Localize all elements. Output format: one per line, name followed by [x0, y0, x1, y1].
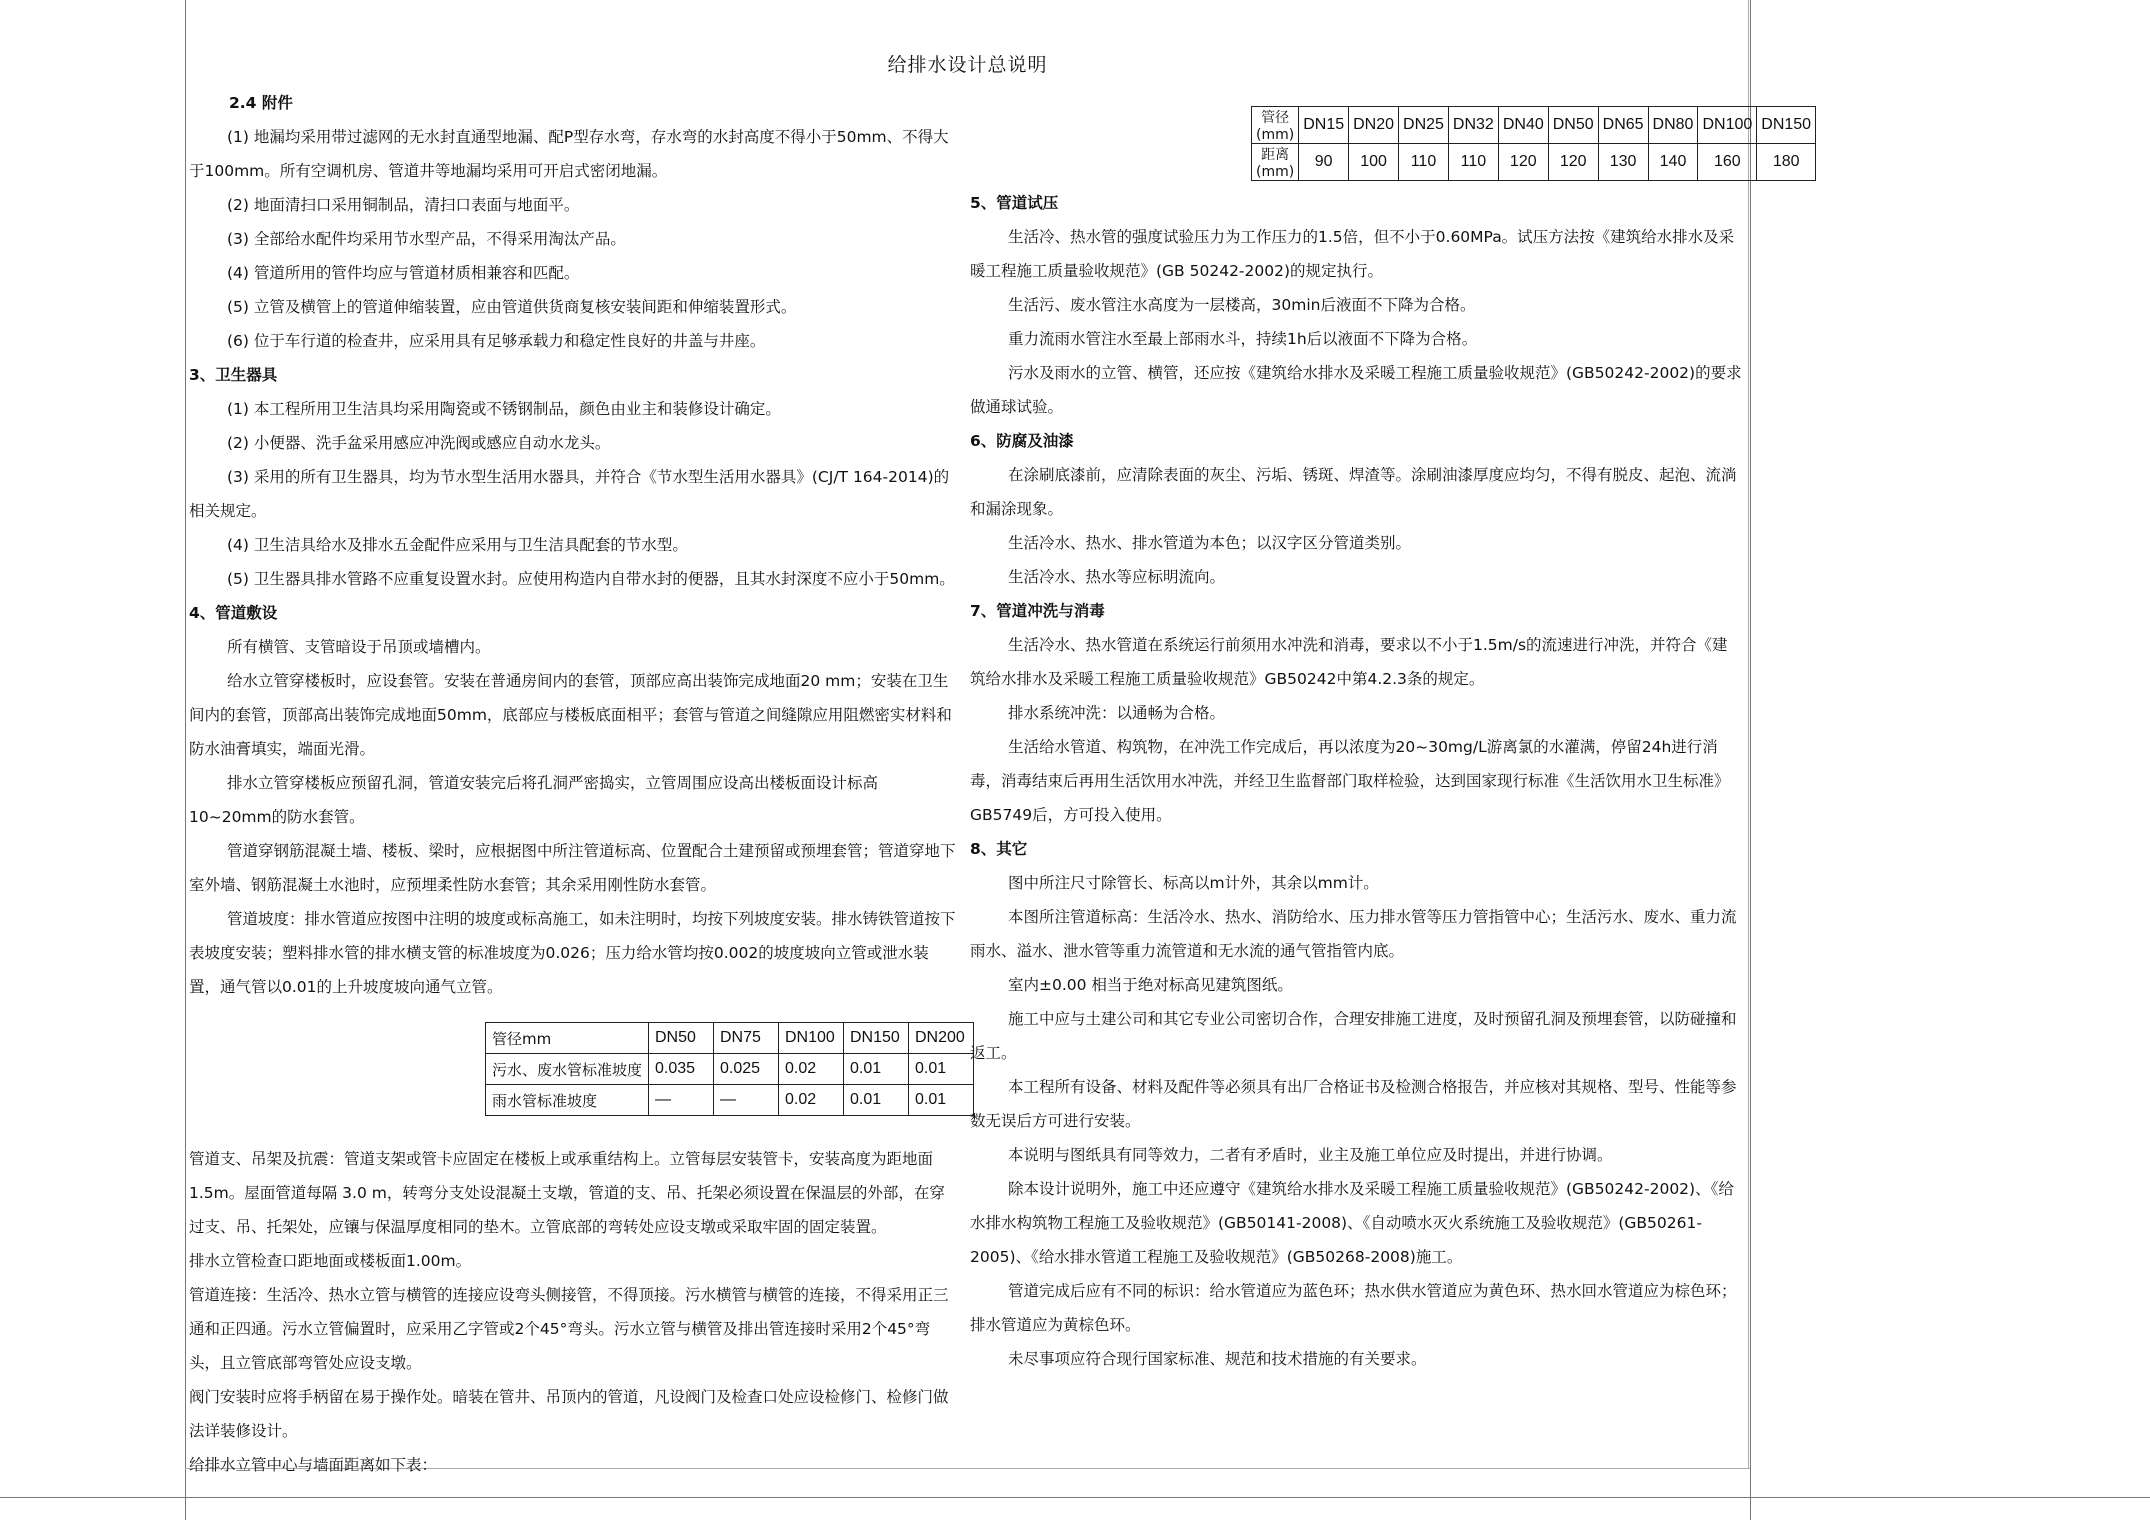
- table-cell: DN65: [1598, 107, 1648, 144]
- table-cell: 污水、废水管标准坡度: [486, 1054, 649, 1085]
- paragraph: 生活给水管道、构筑物，在冲洗工作完成后，再以浓度为20~30mg/L游离氯的水灌满，停留24h进行消毒，消毒结束后再用生活饮用水冲洗，并经卫生监督部门取样检验，达到国家现行标准《生活饮用水卫生标准》GB5749后，方可投入使用。: [970, 738, 1730, 824]
- paragraph: 所有横管、支管暗设于吊顶或墙槽内。: [227, 638, 491, 656]
- paragraph: 生活冷水、热水等应标明流向。: [1008, 568, 1226, 586]
- table-cell: DN50: [649, 1023, 714, 1054]
- paragraph: 管道完成后应有不同的标识：给水管道应为蓝色环；热水供水管道应为黄色环、热水回水管道应为棕色环；排水管道应为黄棕色环。: [970, 1282, 1737, 1334]
- paragraph: (6) 位于车行道的检查井，应采用具有足够承载力和稳定性良好的井盖与井座。: [227, 332, 766, 350]
- paragraph: 污水及雨水的立管、横管，还应按《建筑给水排水及采暖工程施工质量验收规范》(GB50242-2002)的要求做通球试验。: [970, 364, 1742, 416]
- paragraph: 生活冷、热水管的强度试验压力为工作压力的1.5倍，但不小于0.60MPa。试压方法按《建筑给水排水及采暖工程施工质量验收规范》(GB 50242-2002)的规定执行。: [970, 228, 1735, 280]
- paragraph: 管道穿钢筋混凝土墙、楼板、梁时，应根据图中所注管道标高、位置配合土建预留或预埋套管；管道穿地下室外墙、钢筋混凝土水池时，应预埋柔性防水套管；其余采用刚性防水套管。: [189, 842, 956, 894]
- table-cell: 140: [1648, 144, 1698, 181]
- paragraph: 3、卫生器具: [189, 366, 278, 384]
- table-cell: 0.01: [909, 1085, 974, 1116]
- paragraph: (2) 地面清扫口采用铜制品，清扫口表面与地面平。: [227, 196, 580, 214]
- paragraph: (1) 地漏均采用带过滤网的无水封直通型地漏、配P型存水弯，存水弯的水封高度不得小于50mm、不得大于100mm。所有空调机房、管道井等地漏均采用可开启式密闭地漏。: [189, 128, 949, 180]
- paragraph: 给水立管穿楼板时，应设套管。安装在普通房间内的套管，顶部应高出装饰完成地面20 mm；安装在卫生间内的套管，顶部高出装饰完成地面50mm，底部应与楼板底面相平；套管与管道之间缝隙应用阻燃密实材料和防水油膏填实，端面光滑。: [189, 672, 952, 758]
- paragraph: 除本设计说明外，施工中还应遵守《建筑给水排水及采暖工程施工质量验收规范》(GB50242-2002)、《给水排水构筑物工程施工及验收规范》(GB50141-2008)、《自动喷水灭火系统施工及验收规范》(GB50261-2005)、《给水排水管道工程施工及验收规范》(GB50268-2008)施工。: [970, 1180, 1734, 1266]
- paragraph: 6、防腐及油漆: [970, 432, 1074, 450]
- paragraph: 5、管道试压: [970, 194, 1059, 212]
- paragraph: 阀门安装时应将手柄留在易于操作处。暗装在管井、吊顶内的管道，凡设阀门及检查口处应设检修门、检修门做法详装修设计。: [189, 1388, 949, 1440]
- paragraph: (4) 管道所用的管件均应与管道材质相兼容和匹配。: [227, 264, 580, 282]
- paragraph: (2) 小便器、洗手盆采用感应冲洗阀或感应自动水龙头。: [227, 434, 611, 452]
- frame-bottom-line: [0, 1497, 2150, 1498]
- paragraph: 在涂刷底漆前，应清除表面的灰尘、污垢、锈斑、焊渣等。涂刷油漆厚度应均匀，不得有脱皮、起泡、流淌和漏涂现象。: [970, 466, 1737, 518]
- paragraph: 生活污、废水管注水高度为一层楼高，30min后液面不下降为合格。: [1008, 296, 1476, 314]
- table-cell: 0.025: [714, 1054, 779, 1085]
- table-cell: —: [649, 1085, 714, 1116]
- paragraph: 生活冷水、热水、排水管道为本色；以汉字区分管道类别。: [1008, 534, 1412, 552]
- table-cell: DN80: [1648, 107, 1698, 144]
- paragraph: 4、管道敷设: [189, 604, 278, 622]
- paragraph: 管道支、吊架及抗震：管道支架或管卡应固定在楼板上或承重结构上。立管每层安装管卡，安装高度为距地面 1.5m。屋面管道每隔 3.0 m，转弯分支处设混凝土支墩，管道的支、吊、托架必须设置在保温层的外部，在穿过支、吊、托架处，应镶与保温厚度相同的垫木。立管底部的弯转处应设支墩或采取牢固的固定装置。: [189, 1150, 945, 1236]
- paragraph: (3) 采用的所有卫生器具，均为节水型生活用水器具，并符合《节水型生活用水器具》(CJ/T 164-2014)的相关规定。: [189, 468, 950, 520]
- paragraph: 重力流雨水管注水至最上部雨水斗，持续1h后以液面不下降为合格。: [1008, 330, 1478, 348]
- table-cell: 160: [1698, 144, 1757, 181]
- right-column: [970, 186, 1742, 1376]
- paragraph: 生活冷水、热水管道在系统运行前须用水冲洗和消毒，要求以不小于1.5m/s的流速进行冲洗，并符合《建筑给水排水及采暖工程施工质量验收规范》GB50242中第4.2.3条的规定。: [970, 636, 1728, 688]
- paragraph: 施工中应与土建公司和其它专业公司密切合作，合理安排施工进度，及时预留孔洞及预埋套管，以防碰撞和返工。: [970, 1010, 1737, 1062]
- table-cell: DN75: [714, 1023, 779, 1054]
- table-cell: 0.035: [649, 1054, 714, 1085]
- table-cell: DN20: [1349, 107, 1399, 144]
- table-cell: DN15: [1299, 107, 1349, 144]
- table-cell: DN150: [1757, 107, 1816, 144]
- table-cell: 120: [1498, 144, 1548, 181]
- table-cell: 雨水管标准坡度: [486, 1085, 649, 1116]
- paragraph: (5) 立管及横管上的管道伸缩装置，应由管道供货商复核安装间距和伸缩装置形式。: [227, 298, 797, 316]
- paragraph: 7、管道冲洗与消毒: [970, 602, 1105, 620]
- left-column-top: [189, 86, 959, 1004]
- riser-wall-distance-table: [1251, 106, 1816, 181]
- table-row: [486, 1054, 974, 1085]
- paragraph: 排水立管穿楼板应预留孔洞，管道安装完后将孔洞严密捣实，立管周围应设高出楼板面设计标高10~20mm的防水套管。: [189, 774, 879, 826]
- table-cell: DN50: [1548, 107, 1598, 144]
- table-cell: DN100: [1698, 107, 1757, 144]
- table-cell: 0.02: [779, 1054, 844, 1085]
- table-cell: 120: [1548, 144, 1598, 181]
- left-column-bottom: [189, 1142, 959, 1482]
- table-cell: 管径mm: [486, 1023, 649, 1054]
- table-cell: 0.01: [844, 1085, 909, 1116]
- paragraph: 未尽事项应符合现行国家标准、规范和技术措施的有关要求。: [1008, 1350, 1427, 1368]
- drawing-sheet: [185, 0, 1812, 1474]
- table-cell: DN40: [1498, 107, 1548, 144]
- table-cell: 130: [1598, 144, 1648, 181]
- paragraph: 本图所注管道标高：生活冷水、热水、消防给水、压力排水管等压力管指管中心；生活污水、废水、重力流雨水、溢水、泄水管等重力流管道和无水流的通气管指管内底。: [970, 908, 1737, 960]
- table-cell: 90: [1299, 144, 1349, 181]
- table-cell: DN150: [844, 1023, 909, 1054]
- frame-right-line: [1750, 0, 1751, 1520]
- paragraph: 图中所注尺寸除管长、标高以m计外，其余以mm计。: [1008, 874, 1379, 892]
- table-row: [1252, 144, 1816, 181]
- paragraph: 排水系统冲洗：以通畅为合格。: [1008, 704, 1226, 722]
- paragraph: 管道连接：生活冷、热水立管与横管的连接应设弯头侧接管，不得顶接。污水横管与横管的连接，不得采用正三通和正四通。污水立管偏置时，应采用乙字管或2个45°弯头。污水立管与横管及排出管连接时采用2个45°弯头，且立管底部弯管处应设支墩。: [189, 1286, 949, 1372]
- table-cell: 管径 (mm): [1252, 107, 1299, 144]
- table-cell: 0.02: [779, 1085, 844, 1116]
- pipe-slope-table: [485, 1022, 974, 1116]
- table-cell: —: [714, 1085, 779, 1116]
- table-cell: 0.01: [909, 1054, 974, 1085]
- table-row: [1252, 107, 1816, 144]
- paragraph: 排水立管检查口距地面或楼板面1.00m。: [189, 1252, 472, 1270]
- table-cell: 100: [1349, 144, 1399, 181]
- paragraph: (4) 卫生洁具给水及排水五金配件应采用与卫生洁具配套的节水型。: [227, 536, 688, 554]
- paragraph: 管道坡度：排水管道应按图中注明的坡度或标高施工，如未注明时，均按下列坡度安装。排水铸铁管道按下表坡度安装；塑料排水管的排水横支管的标准坡度为0.026；压力给水管均按0.002的坡度坡向立管或泄水装置，通气管以0.01的上升坡度坡向通气立管。: [189, 910, 956, 996]
- table-cell: 距离 (mm): [1252, 144, 1299, 181]
- table-cell: 110: [1399, 144, 1449, 181]
- paragraph: (3) 全部给水配件均采用节水型产品，不得采用淘汰产品。: [227, 230, 626, 248]
- table-row: [486, 1085, 974, 1116]
- page-title: 给排水设计总说明: [887, 54, 1048, 76]
- paragraph: (1) 本工程所用卫生洁具均采用陶瓷或不锈钢制品，颜色由业主和装修设计确定。: [227, 400, 781, 418]
- table-cell: DN200: [909, 1023, 974, 1054]
- table-cell: DN32: [1448, 107, 1498, 144]
- paragraph: 本说明与图纸具有同等效力，二者有矛盾时，业主及施工单位应及时提出，并进行协调。: [1008, 1146, 1613, 1164]
- table-cell: 110: [1448, 144, 1498, 181]
- table-cell: 180: [1757, 144, 1816, 181]
- table-row: [486, 1023, 974, 1054]
- paragraph: 给排水立管中心与墙面距离如下表：: [189, 1456, 438, 1474]
- paragraph: (5) 卫生器具排水管路不应重复设置水封。应使用构造内自带水封的便器，且其水封深度不应小于50mm。: [227, 570, 955, 588]
- paragraph: 本工程所有设备、材料及配件等必须具有出厂合格证书及检测合格报告，并应核对其规格、型号、性能等参数无误后方可进行安装。: [970, 1078, 1737, 1130]
- paragraph: 8、其它: [970, 840, 1028, 858]
- table-cell: 0.01: [844, 1054, 909, 1085]
- table-cell: DN25: [1399, 107, 1449, 144]
- paragraph: 2.4 附件: [229, 94, 293, 112]
- table-cell: DN100: [779, 1023, 844, 1054]
- paragraph: 室内±0.00 相当于绝对标高见建筑图纸。: [1008, 976, 1293, 994]
